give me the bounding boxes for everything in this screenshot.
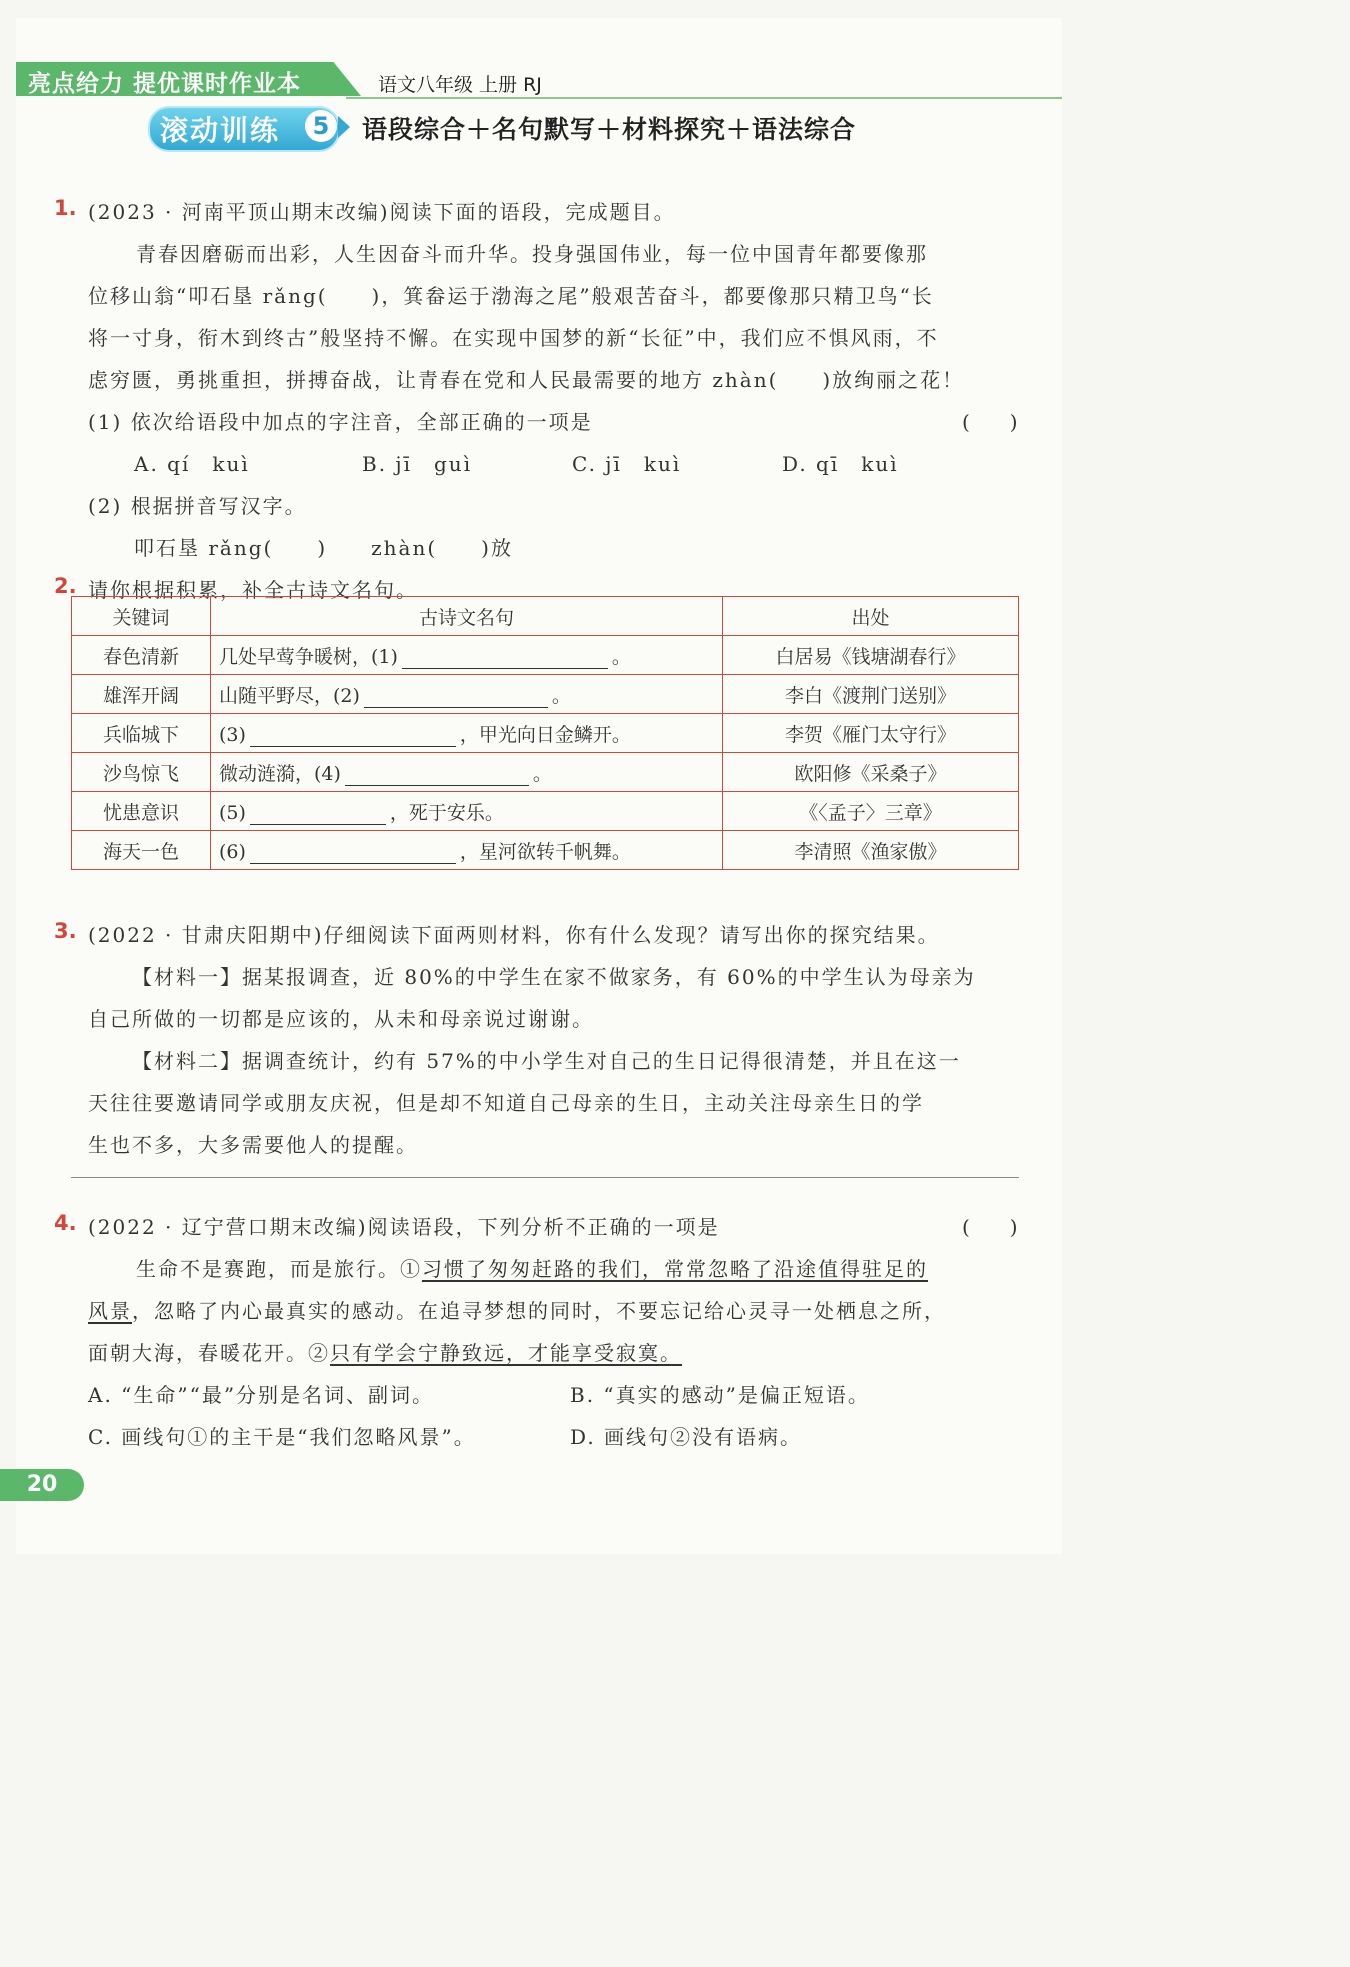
row-keyword: 忧患意识 — [72, 792, 211, 831]
row-source: 李清照《渔家傲》 — [723, 831, 1019, 870]
row-source: 白居易《钱塘湖春行》 — [723, 636, 1019, 675]
row-keyword: 沙鸟惊飞 — [72, 753, 211, 792]
answer-blank-4[interactable] — [345, 765, 529, 786]
q3-source: (2022 · 甘肃庆阳期中)仔细阅读下面两则材料，你有什么发现？请写出你的探究结果。 — [88, 923, 940, 947]
q1-source: (2023 · 河南平顶山期末改编)阅读下面的语段，完成题目。 — [88, 200, 676, 224]
q4-option-a[interactable]: A. “生命”“最”分别是名词、副词。 — [88, 1383, 435, 1407]
q4-line-3: 面朝大海，春暖花开。②只有学会宁静致远，才能享受寂寞。 — [88, 1341, 682, 1365]
series-title: 亮点给力 提优课时作业本 — [28, 71, 302, 97]
q1-option-d[interactable]: D. qī kuì — [782, 452, 899, 476]
q1-line-4: 虑穷匮，勇挑重担，拼搏奋战，让青春在党和人民最需要的地方 zhàn( )放绚丽之花！ — [88, 368, 965, 392]
col-header-quote: 古诗文名句 — [211, 597, 723, 636]
section-arrow-icon — [338, 116, 350, 138]
row-quote: 山随平野尽，(2) 。 — [211, 675, 723, 714]
answer-blank-1[interactable] — [402, 648, 608, 669]
section-title: 语段综合＋名句默写＋材料探究＋语法综合 — [362, 115, 857, 144]
header-rule — [346, 97, 1062, 99]
underlined-sentence-1-end: 风景 — [88, 1299, 132, 1323]
q4-number: 4. — [54, 1211, 77, 1235]
row-quote: (5) ，死于安乐。 — [211, 792, 723, 831]
q4-answer-paren[interactable]: ( ) — [962, 1215, 1018, 1239]
col-header-keyword: 关键词 — [72, 597, 211, 636]
row-source: 欧阳修《采桑子》 — [723, 753, 1019, 792]
q4-source: (2022 · 辽宁营口期末改编)阅读语段，下列分析不正确的一项是 — [88, 1215, 720, 1239]
table-row — [72, 675, 1019, 714]
q1-number: 1. — [54, 196, 77, 220]
q1-answer-paren[interactable]: ( ) — [962, 410, 1018, 434]
row-source: 《〈孟子〉三章》 — [723, 792, 1019, 831]
q1-option-c[interactable]: C. jī kuì — [572, 452, 682, 476]
col-header-source: 出处 — [723, 597, 1019, 636]
answer-line[interactable] — [71, 1177, 1019, 1178]
row-keyword: 海天一色 — [72, 831, 211, 870]
q3-material1-line1: 【材料一】据某报调查，近 80%的中学生在家不做家务，有 60%的中学生认为母亲为 — [132, 965, 976, 989]
underlined-sentence-2: 只有学会宁静致远，才能享受寂寞。 — [330, 1341, 682, 1365]
row-quote: 微动涟漪，(4) 。 — [211, 753, 723, 792]
q1-line-2: 位移山翁“叩石垦 rǎng( )，箕畚运于渤海之尾”般艰苦奋斗，都要像那只精卫鸟“长 — [88, 284, 934, 308]
answer-blank-3[interactable] — [250, 726, 456, 747]
q2-prompt: 请你根据积累，补全古诗文名句。 — [88, 578, 418, 602]
table-row — [72, 714, 1019, 753]
row-quote: (3) ，甲光向日金鳞开。 — [211, 714, 723, 753]
q4-option-c[interactable]: C. 画线句①的主干是“我们忽略风景”。 — [88, 1425, 476, 1449]
q1-line-1: 青春因磨砺而出彩，人生因奋斗而升华。投身强国伟业，每一位中国青年都要像那 — [136, 242, 928, 266]
answer-blank-2[interactable] — [364, 687, 548, 708]
q4-option-b[interactable]: B. “真实的感动”是偏正短语。 — [570, 1383, 870, 1407]
row-source: 李白《渡荆门送别》 — [723, 675, 1019, 714]
table-header-row — [72, 597, 1019, 636]
row-quote: 几处早莺争暖树，(1) 。 — [211, 636, 723, 675]
q1-option-a[interactable]: A. qí kuì — [134, 452, 250, 476]
underlined-sentence-1: 习惯了匆匆赶路的我们，常常忽略了沿途值得驻足的 — [422, 1257, 928, 1281]
q3-material1-line2: 自己所做的一切都是应该的，从未和母亲说过谢谢。 — [88, 1007, 594, 1031]
section-number: 5 — [305, 110, 337, 142]
q4-line-1: 生命不是赛跑，而是旅行。①习惯了匆匆赶路的我们，常常忽略了沿途值得驻足的 — [136, 1257, 928, 1281]
q3-material2-line3: 生也不多，大多需要他人的提醒。 — [88, 1133, 418, 1157]
q2-number: 2. — [54, 574, 77, 598]
page-number: 20 — [0, 1469, 84, 1501]
subject-title: 语文八年级 上册 RJ — [378, 74, 542, 96]
table-row — [72, 636, 1019, 675]
q4-line-2: 风景，忽略了内心最真实的感动。在追寻梦想的同时，不要忘记给心灵寻一处栖息之所， — [88, 1299, 946, 1323]
table-row — [72, 753, 1019, 792]
q1-line-3: 将一寸身，衔木到终古”般坚持不懈。在实现中国梦的新“长征”中，我们应不惧风雨，不 — [88, 326, 939, 350]
q1-sub1: (1) 依次给语段中加点的字注音，全部正确的一项是 — [88, 410, 593, 434]
section-label: 滚动训练 — [160, 114, 281, 147]
row-keyword: 兵临城下 — [72, 714, 211, 753]
answer-blank-6[interactable] — [250, 843, 456, 864]
table-row — [72, 831, 1019, 870]
q1-option-b[interactable]: B. jī guì — [362, 452, 473, 476]
q3-material2-line2: 天往往要邀请同学或朋友庆祝，但是却不知道自己母亲的生日，主动关注母亲生日的学 — [88, 1091, 924, 1115]
row-keyword: 春色清新 — [72, 636, 211, 675]
q3-number: 3. — [54, 919, 77, 943]
row-quote: (6) ，星河欲转千帆舞。 — [211, 831, 723, 870]
table-row — [72, 792, 1019, 831]
row-source: 李贺《雁门太守行》 — [723, 714, 1019, 753]
row-keyword: 雄浑开阔 — [72, 675, 211, 714]
answer-blank-5[interactable] — [250, 804, 386, 825]
q1-sub2-blanks[interactable]: 叩石垦 rǎng( ) zhàn( )放 — [134, 536, 513, 560]
q4-option-d[interactable]: D. 画线句②没有语病。 — [570, 1425, 803, 1449]
q3-material2-line1: 【材料二】据调查统计，约有 57%的中小学生对自己的生日记得很清楚，并且在这一 — [132, 1049, 961, 1073]
q1-sub2: (2) 根据拼音写汉字。 — [88, 494, 307, 518]
poems-table — [71, 596, 1019, 870]
